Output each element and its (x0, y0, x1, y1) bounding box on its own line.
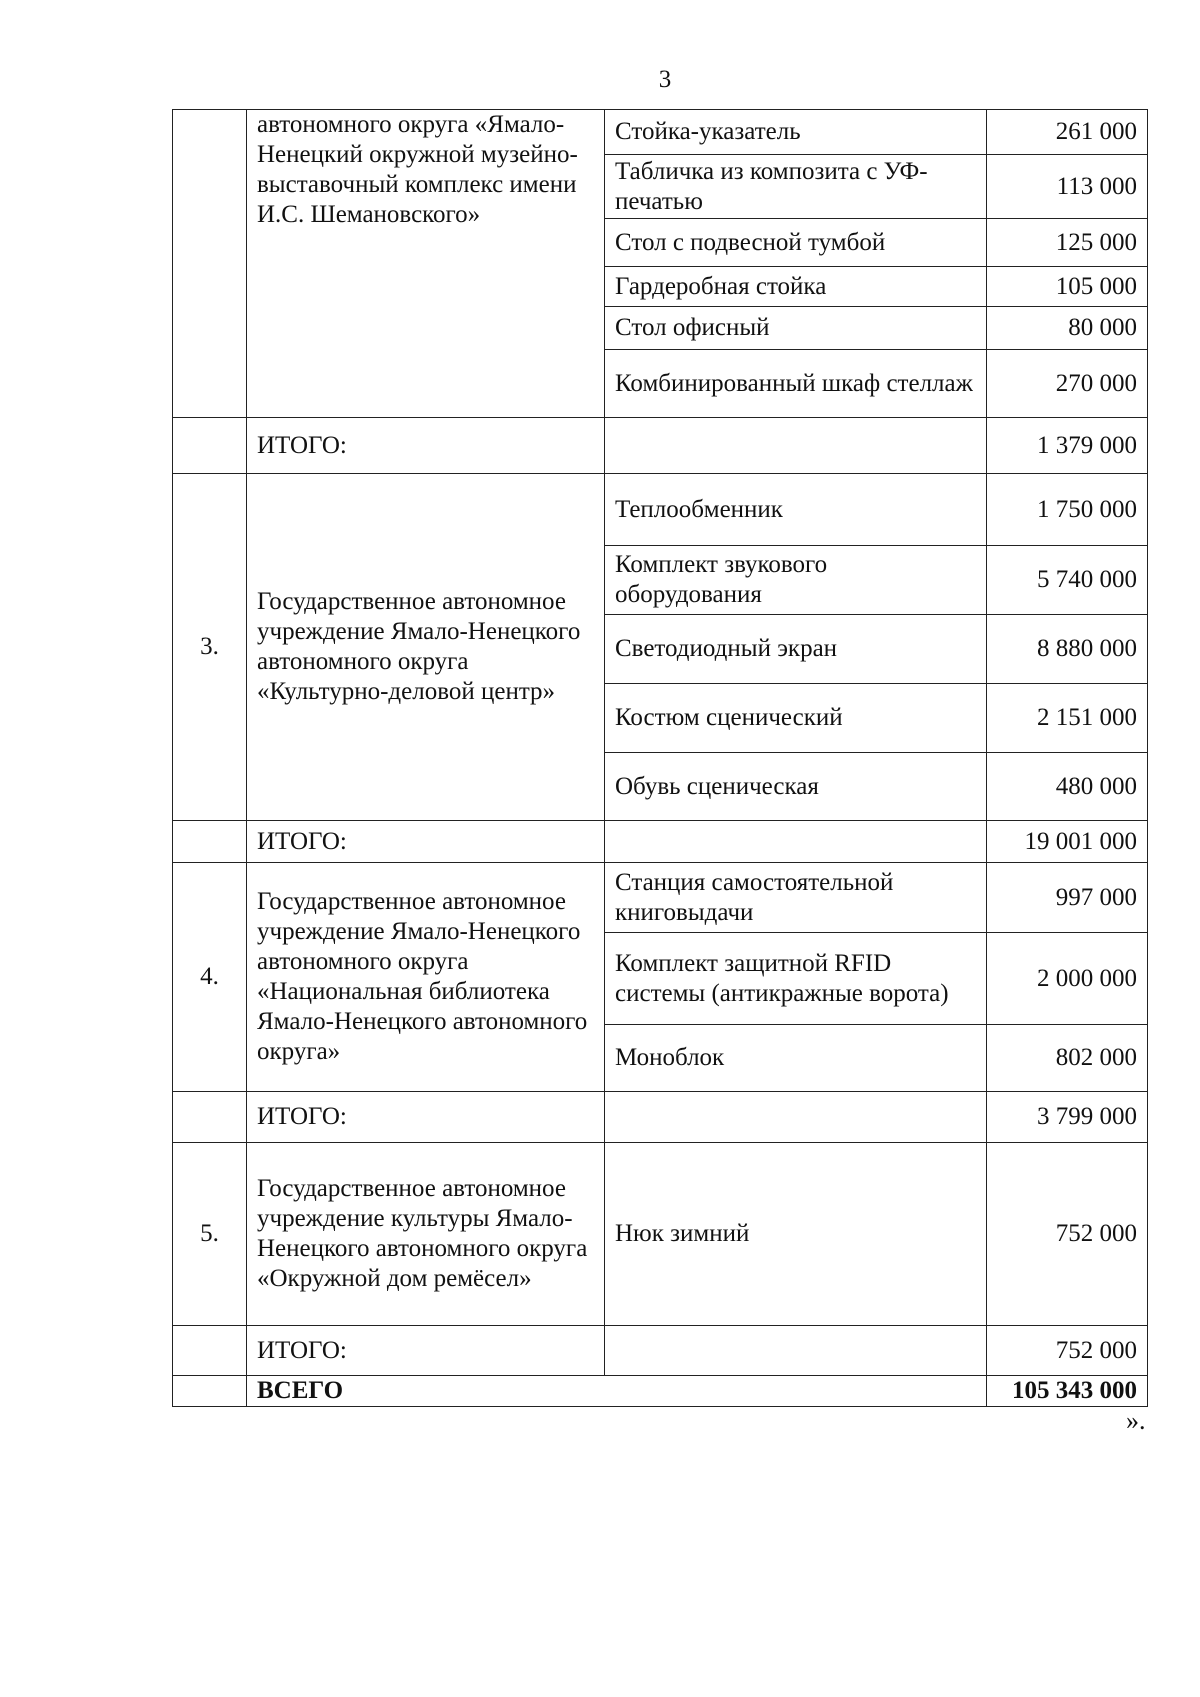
empty-cell (605, 1092, 987, 1143)
item-name: Обувь сценическая (605, 753, 987, 821)
organization-name: Государственное автономное учреждение Ямало-Ненецкого автономного округа «Национальная библиотека Ямало-Ненецкого автономного округа» (247, 863, 605, 1092)
item-amount: 270 000 (987, 350, 1148, 418)
total-amount: 752 000 (987, 1326, 1148, 1376)
item-name: Моноблок (605, 1025, 987, 1092)
empty-cell (605, 1326, 987, 1376)
empty-cell (605, 418, 987, 474)
table-row (173, 474, 1148, 546)
item-amount: 1 750 000 (987, 474, 1148, 546)
item-amount: 80 000 (987, 307, 1148, 350)
total-row (173, 1326, 1148, 1376)
total-label: ИТОГО: (247, 1092, 605, 1143)
section-number: 3. (173, 474, 247, 821)
item-amount: 2 000 000 (987, 933, 1148, 1025)
item-amount: 261 000 (987, 110, 1148, 155)
organization-name: автономного округа «Ямало-Ненецкий окружной музейно-выставочный комплекс имени И.С. Шемановского» (247, 110, 605, 418)
item-amount: 113 000 (987, 155, 1148, 219)
item-amount: 480 000 (987, 753, 1148, 821)
item-amount: 105 000 (987, 267, 1148, 307)
empty-cell (173, 1376, 247, 1407)
grand-total-row (173, 1376, 1148, 1407)
item-amount: 8 880 000 (987, 615, 1148, 684)
item-name: Стол офисный (605, 307, 987, 350)
total-amount: 19 001 000 (987, 821, 1148, 863)
closing-quote-mark: ». (1126, 1406, 1146, 1435)
total-label: ИТОГО: (247, 1326, 605, 1376)
total-row (173, 821, 1148, 863)
item-amount: 802 000 (987, 1025, 1148, 1092)
item-name: Табличка из композита с УФ-печатью (605, 155, 987, 219)
grand-total-label: ВСЕГО (247, 1376, 987, 1407)
empty-cell (605, 821, 987, 863)
total-row (173, 1092, 1148, 1143)
item-amount: 2 151 000 (987, 684, 1148, 753)
organization-name: Государственное автономное учреждение Ямало-Ненецкого автономного округа «Культурно-деловой центр» (247, 474, 605, 821)
empty-cell (173, 1326, 247, 1376)
table-row (173, 1143, 1148, 1326)
table-row (173, 110, 1148, 155)
table-row (173, 863, 1148, 933)
item-name: Стойка-указатель (605, 110, 987, 155)
empty-cell (173, 1092, 247, 1143)
section-number (173, 110, 247, 418)
total-label: ИТОГО: (247, 418, 605, 474)
item-name: Нюк зимний (605, 1143, 987, 1326)
total-amount: 3 799 000 (987, 1092, 1148, 1143)
item-name: Комбинированный шкаф стеллаж (605, 350, 987, 418)
item-name: Стол с подвесной тумбой (605, 219, 987, 267)
item-amount: 125 000 (987, 219, 1148, 267)
empty-cell (173, 418, 247, 474)
item-name: Гардеробная стойка (605, 267, 987, 307)
budget-table (172, 109, 1148, 1407)
total-amount: 1 379 000 (987, 418, 1148, 474)
section-number: 5. (173, 1143, 247, 1326)
page-number: 3 (658, 66, 672, 93)
item-amount: 752 000 (987, 1143, 1148, 1326)
empty-cell (173, 821, 247, 863)
item-amount: 5 740 000 (987, 546, 1148, 615)
organization-name: Государственное автономное учреждение культуры Ямало-Ненецкого автономного округа «Окружной дом ремёсел» (247, 1143, 605, 1326)
item-name: Светодиодный экран (605, 615, 987, 684)
grand-total-amount: 105 343 000 (987, 1376, 1148, 1407)
total-row (173, 418, 1148, 474)
section-number: 4. (173, 863, 247, 1092)
item-name: Костюм сценический (605, 684, 987, 753)
total-label: ИТОГО: (247, 821, 605, 863)
item-name: Комплект звукового оборудования (605, 546, 987, 615)
item-amount: 997 000 (987, 863, 1148, 933)
item-name: Станция самостоятельной книговыдачи (605, 863, 987, 933)
item-name: Комплект защитной RFID системы (антикражные ворота) (605, 933, 987, 1025)
item-name: Теплообменник (605, 474, 987, 546)
